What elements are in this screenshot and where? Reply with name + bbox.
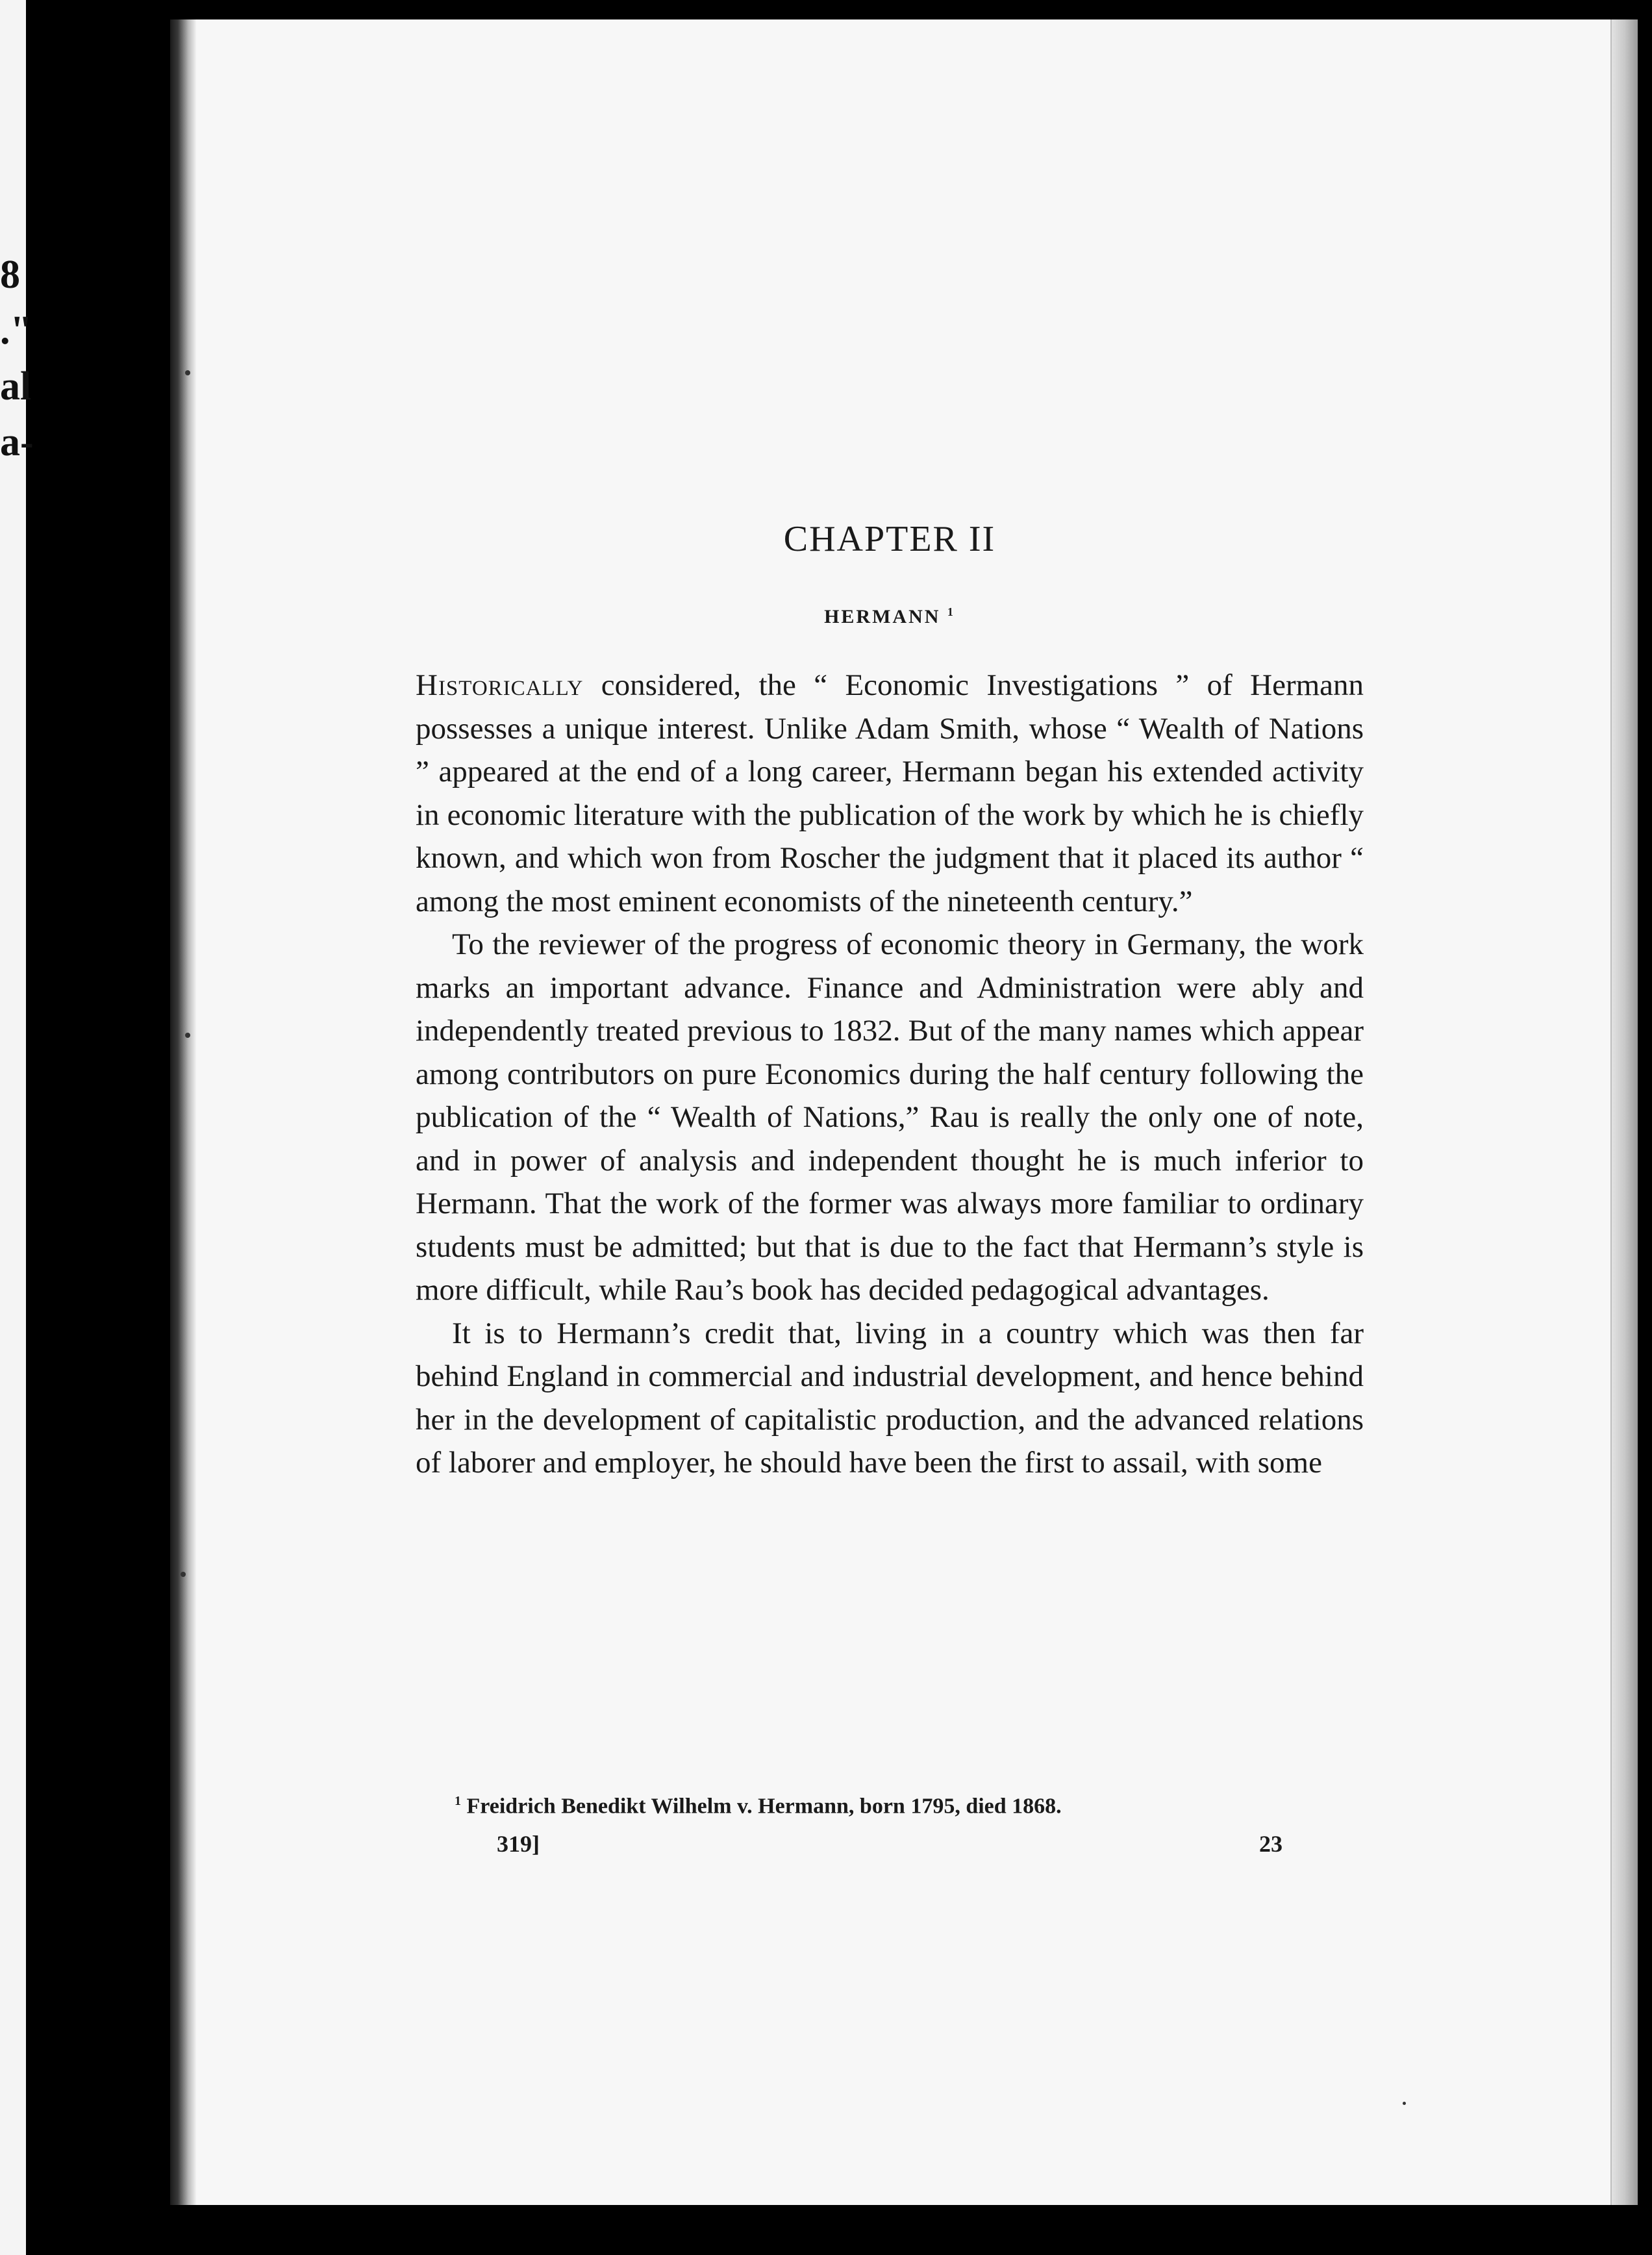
footnote bbox=[455, 1794, 1377, 1819]
paragraph: To the reviewer of the progress of economic theory in Germany, the work marks an important advance. Finance and Administration were ably and independently treated previous to 1832. But of the many names which appear among contributors on pure Economics during the half century following the publication of the “ Wealth of Nations,” Rau is really the only one of note, and in power of analysis and independent thought he is much inferior to Hermann. That the work of the former was always more familiar to ordinary students must be admitted; but that is due to the fact that Hermann’s style is more difficult, while Rau’s book has decided pedagogical advantages. bbox=[416, 927, 1364, 1307]
footnote-number: 1 bbox=[455, 1794, 461, 1808]
facing-glyph: al bbox=[0, 364, 32, 409]
ink-speck bbox=[185, 1033, 190, 1038]
facing-page-text bbox=[0, 247, 34, 470]
page-footer bbox=[497, 1830, 1283, 1858]
page-text-block bbox=[416, 513, 1364, 1485]
paragraph-text: considered, the “ Economic Investigations ” of Hermann possesses a unique interest. Unlike Adam Smith, whose “ Wealth of Nations ” appeared at the end of a long career, Hermann began his extended activity in economic literature with the publication of the work by which he is chiefly known, and which won from Roscher the judgment that it placed its author “ among the most eminent economists of the nineteenth century.” bbox=[416, 668, 1364, 918]
page-edge bbox=[1610, 19, 1638, 2205]
footnote-text: Freidrich Benedikt Wilhelm v. Hermann, born 1795, died 1868. bbox=[466, 1794, 1062, 1819]
ink-speck bbox=[181, 1572, 186, 1577]
page-number: 23 bbox=[1259, 1831, 1283, 1857]
chapter-subtitle bbox=[416, 599, 1364, 625]
paragraph: It is to Hermann’s credit that, living in a country which was then far behind England in commercial and industrial development, and hence behind her in the development of capitalistic production, and the advanced relations of laborer and employer, he should have been the first to assail, with some bbox=[416, 1316, 1364, 1480]
folio-left: 319] bbox=[497, 1831, 540, 1857]
subtitle-text: HERMANN bbox=[824, 606, 941, 627]
page-gutter-shadow bbox=[170, 19, 196, 2205]
ink-speck bbox=[1403, 2102, 1406, 2105]
ink-speck bbox=[185, 370, 190, 375]
lead-word: Historically bbox=[416, 668, 584, 702]
facing-page-edge bbox=[0, 0, 34, 2255]
chapter-title: CHAPTER II bbox=[783, 519, 996, 559]
facing-glyph: 8 bbox=[0, 253, 20, 297]
footnote-marker: 1 bbox=[947, 605, 955, 618]
paragraph bbox=[416, 664, 1364, 923]
facing-glyph: a- bbox=[0, 420, 34, 464]
body-text bbox=[416, 664, 1364, 1485]
facing-glyph: ." bbox=[0, 309, 32, 353]
